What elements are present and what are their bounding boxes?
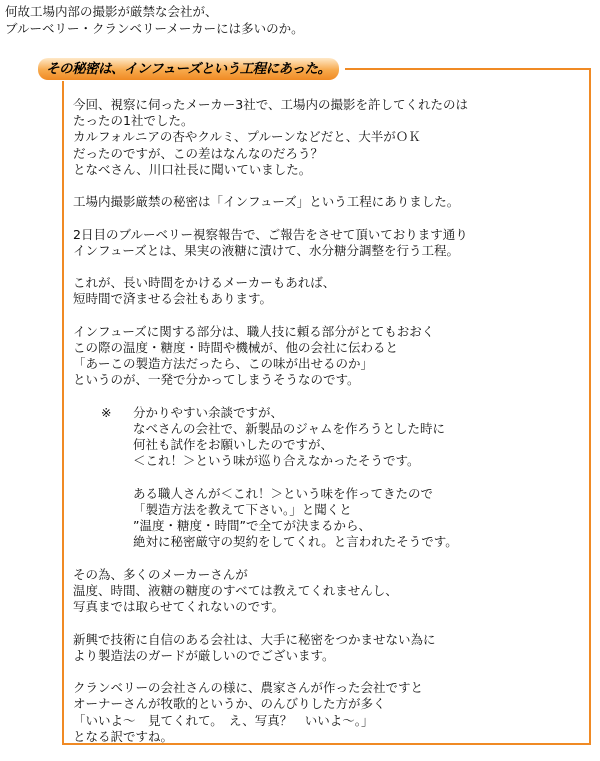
text-line: 温度、時間、液糖の糖度のすべては教えてくれませんし、 bbox=[73, 582, 398, 598]
text-line: その為、多くのメーカーさんが bbox=[73, 566, 248, 582]
text-line: 絶対に秘密厳守の契約をしてくれ。と言われたそうです。 bbox=[133, 534, 458, 550]
text-line: インフューズとは、果実の液糖に漬けて、水分糖分調整を行う工程。 bbox=[73, 242, 460, 258]
intro-line: 何故工場内部の撮影が厳禁な会社が、 bbox=[5, 4, 218, 19]
text-line: ＜これ！＞という味が巡り合えなかったそうです。 bbox=[133, 453, 420, 469]
text-line: となべさん、川口社長に聞いていました。 bbox=[73, 161, 312, 177]
aside-note bbox=[73, 405, 588, 551]
paragraph bbox=[73, 680, 588, 745]
text-line: より製造法のガードが厳しいのでございます。 bbox=[73, 647, 335, 663]
paragraph bbox=[73, 97, 588, 178]
paragraph bbox=[73, 275, 588, 307]
note-block bbox=[133, 486, 588, 551]
text-line: オーナーさんが牧歌的というか、のんびりした方が多く bbox=[73, 696, 386, 712]
text-line: この際の温度・糖度・時間や機械が、他の会社に伝わると bbox=[73, 339, 399, 355]
text-line: ”温度・糖度・時間”で全てが決まるから、 bbox=[133, 518, 371, 534]
paragraph bbox=[73, 194, 588, 210]
text-line: 新興で技術に自信のある会社は、大手に秘密をつかませない為に bbox=[73, 631, 436, 647]
text-line: クランベリーの会社さんの様に、農家さんが作った会社ですと bbox=[73, 680, 424, 696]
text-line: だったのですが、この差はなんなのだろう？ bbox=[73, 145, 324, 161]
note-body bbox=[133, 405, 588, 551]
banner-title: その秘密は、インフューズという工程にあった。 bbox=[38, 58, 339, 80]
text-line: 工場内撮影厳禁の秘密は「インフューズ」という工程にありました。 bbox=[73, 194, 460, 210]
text-line: ある職人さんが＜これ！＞という味を作ってきたので bbox=[133, 485, 434, 501]
text-line: というのが、一発で分かってしまうそうなのです。 bbox=[73, 372, 360, 388]
text-line: たったの1社でした。 bbox=[73, 113, 194, 129]
paragraph bbox=[73, 567, 588, 616]
text-line: これが、長い時間をかけるメーカーもあれば、 bbox=[73, 275, 336, 291]
text-line: 写真までは取らせてくれないのです。 bbox=[73, 599, 285, 615]
text-line: カルフォルニアの杏やクルミ、プルーンなどだと、大半がＯＫ bbox=[73, 129, 421, 145]
text-line: 何社も試作をお願いしたのですが、 bbox=[133, 437, 334, 453]
section-banner bbox=[38, 57, 345, 81]
note-block bbox=[133, 405, 588, 470]
text-line: となる訳ですね。 bbox=[73, 728, 174, 744]
text-line: 2日目のブルーベリー視察報告で、ご報告をさせて頂いております通り bbox=[73, 226, 468, 242]
article-body bbox=[73, 97, 588, 761]
paragraph bbox=[73, 227, 588, 259]
text-line: 「あーこの製造方法だったら、この味が出せるのか」 bbox=[73, 356, 374, 372]
text-line: 今回、視察に伺ったメーカー3社で、工場内の撮影を許してくれたのは bbox=[73, 97, 468, 112]
intro-line: ブルーベリー・クランベリーメーカーには多いのか。 bbox=[5, 21, 304, 36]
paragraph bbox=[73, 632, 588, 664]
text-line: 「製造方法を教えて下さい。」と聞くと bbox=[133, 501, 352, 517]
text-line: 短時間で済ませる会社もあります。 bbox=[73, 291, 273, 307]
paragraph bbox=[73, 324, 588, 389]
note-mark: ※ bbox=[101, 404, 112, 420]
text-line: なべさんの会社で、新製品のジャムを作ろうとした時に bbox=[133, 420, 446, 436]
text-line: 「いいよ～ 見てくれて。 え、写真？ いいよ～。」 bbox=[73, 712, 374, 728]
intro-text bbox=[5, 3, 425, 37]
text-line: 分かりやすい余談ですが、 bbox=[133, 404, 284, 420]
text-line: インフューズに関する部分は、職人技に頼る部分がとてもおおく bbox=[73, 323, 435, 339]
